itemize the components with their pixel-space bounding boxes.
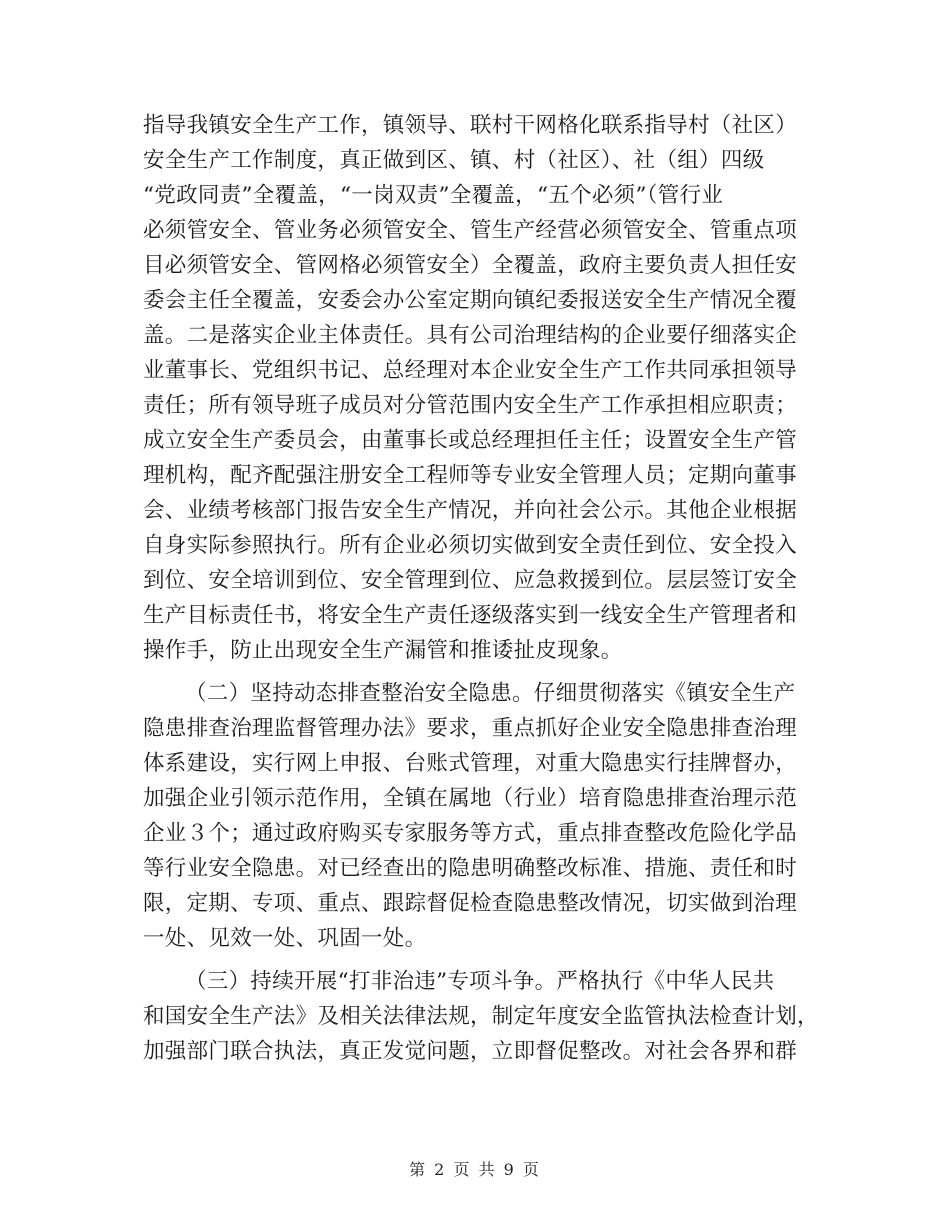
text-line: 隐患排查治理监督管理办法》要求，重点抓好企业安全隐患排查治理	[143, 716, 798, 741]
text-line: 加强企业引领示范作用，全镇在属地（行业）培育隐患排查治理示范	[143, 786, 798, 811]
text-line: 指导我镇安全生产工作，镇领导、联村干网格化联系指导村（社区）	[143, 113, 798, 138]
document-body	[143, 108, 819, 1069]
text-line: 必须管安全、管业务必须管安全、管生产经营必须管安全、管重点项	[143, 218, 798, 243]
text-line: 业董事长、党组织书记、总经理对本企业安全生产工作共同承担领导	[143, 358, 798, 383]
text-line: （二）坚持动态排查整治安全隐患。仔细贯彻落实《镇安全生产	[185, 681, 796, 706]
text-line: 成立安全生产委员会，由董事长或总经理担任主任；设置安全生产管	[143, 428, 798, 453]
paragraph-2	[143, 676, 807, 956]
text-line: （三）持续开展“打非治违”专项斗争。严格执行《中华人民共	[185, 969, 775, 994]
text-line: 责任；所有领导班子成员对分管范围内安全生产工作承担相应职责；	[143, 393, 798, 418]
paragraph-3	[143, 964, 819, 1069]
text-line: 到位、安全培训到位、安全管理到位、应急救援到位。层层签订安全	[143, 568, 798, 593]
page-number-footer: 第 2 页 共 9 页	[409, 1160, 541, 1179]
text-line: 生产目标责任书，将安全生产责任逐级落实到一线安全生产管理者和	[143, 603, 798, 628]
text-line: 盖。二是落实企业主体责任。具有公司治理结构的企业要仔细落实企	[143, 323, 798, 348]
text-line: 企业３个；通过政府购买专家服务等方式，重点排查整改危险化学品	[143, 821, 798, 846]
text-line: 操作手，防止出现安全生产漏管和推诿扯皮现象。	[143, 638, 623, 663]
text-line: 理机构，配齐配强注册安全工程师等专业安全管理人员；定期向董事	[143, 463, 798, 488]
text-line: “党政同责”全覆盖，“一岗双责”全覆盖，“五个必须”（管行业	[143, 183, 724, 208]
text-line: 会、业绩考核部门报告安全生产情况，并向社会公示。其他企业根据	[143, 498, 798, 523]
text-line: 一处、见效一处、巩固一处。	[143, 926, 427, 951]
text-line: 自身实际参照执行。所有企业必须切实做到安全责任到位、安全投入	[143, 533, 798, 558]
text-line: 委会主任全覆盖，安委会办公室定期向镇纪委报送安全生产情况全覆	[143, 288, 798, 313]
text-line: 安全生产工作制度，真正做到区、镇、村（社区）、社（组）四级	[143, 148, 765, 173]
paragraph-spacer	[143, 668, 807, 676]
text-line: 和国安全生产法》及相关法律法规，制定年度安全监管执法检查计划，	[143, 1004, 819, 1029]
text-line: 等行业安全隐患。对已经查出的隐患明确整改标准、措施、责任和时	[143, 856, 798, 881]
text-line: 目必须管安全、管网格必须管安全）全覆盖，政府主要负责人担任安	[143, 253, 798, 278]
text-line: 加强部门联合执法，真正发觉问题，立即督促整改。对社会各界和群	[143, 1039, 798, 1064]
paragraph-1	[143, 108, 807, 668]
text-line: 体系建设，实行网上申报、台账式管理，对重大隐患实行挂牌督办，	[143, 751, 798, 776]
paragraph-spacer	[143, 956, 807, 964]
text-line: 限，定期、专项、重点、跟踪督促检查隐患整改情况，切实做到治理	[143, 891, 798, 916]
